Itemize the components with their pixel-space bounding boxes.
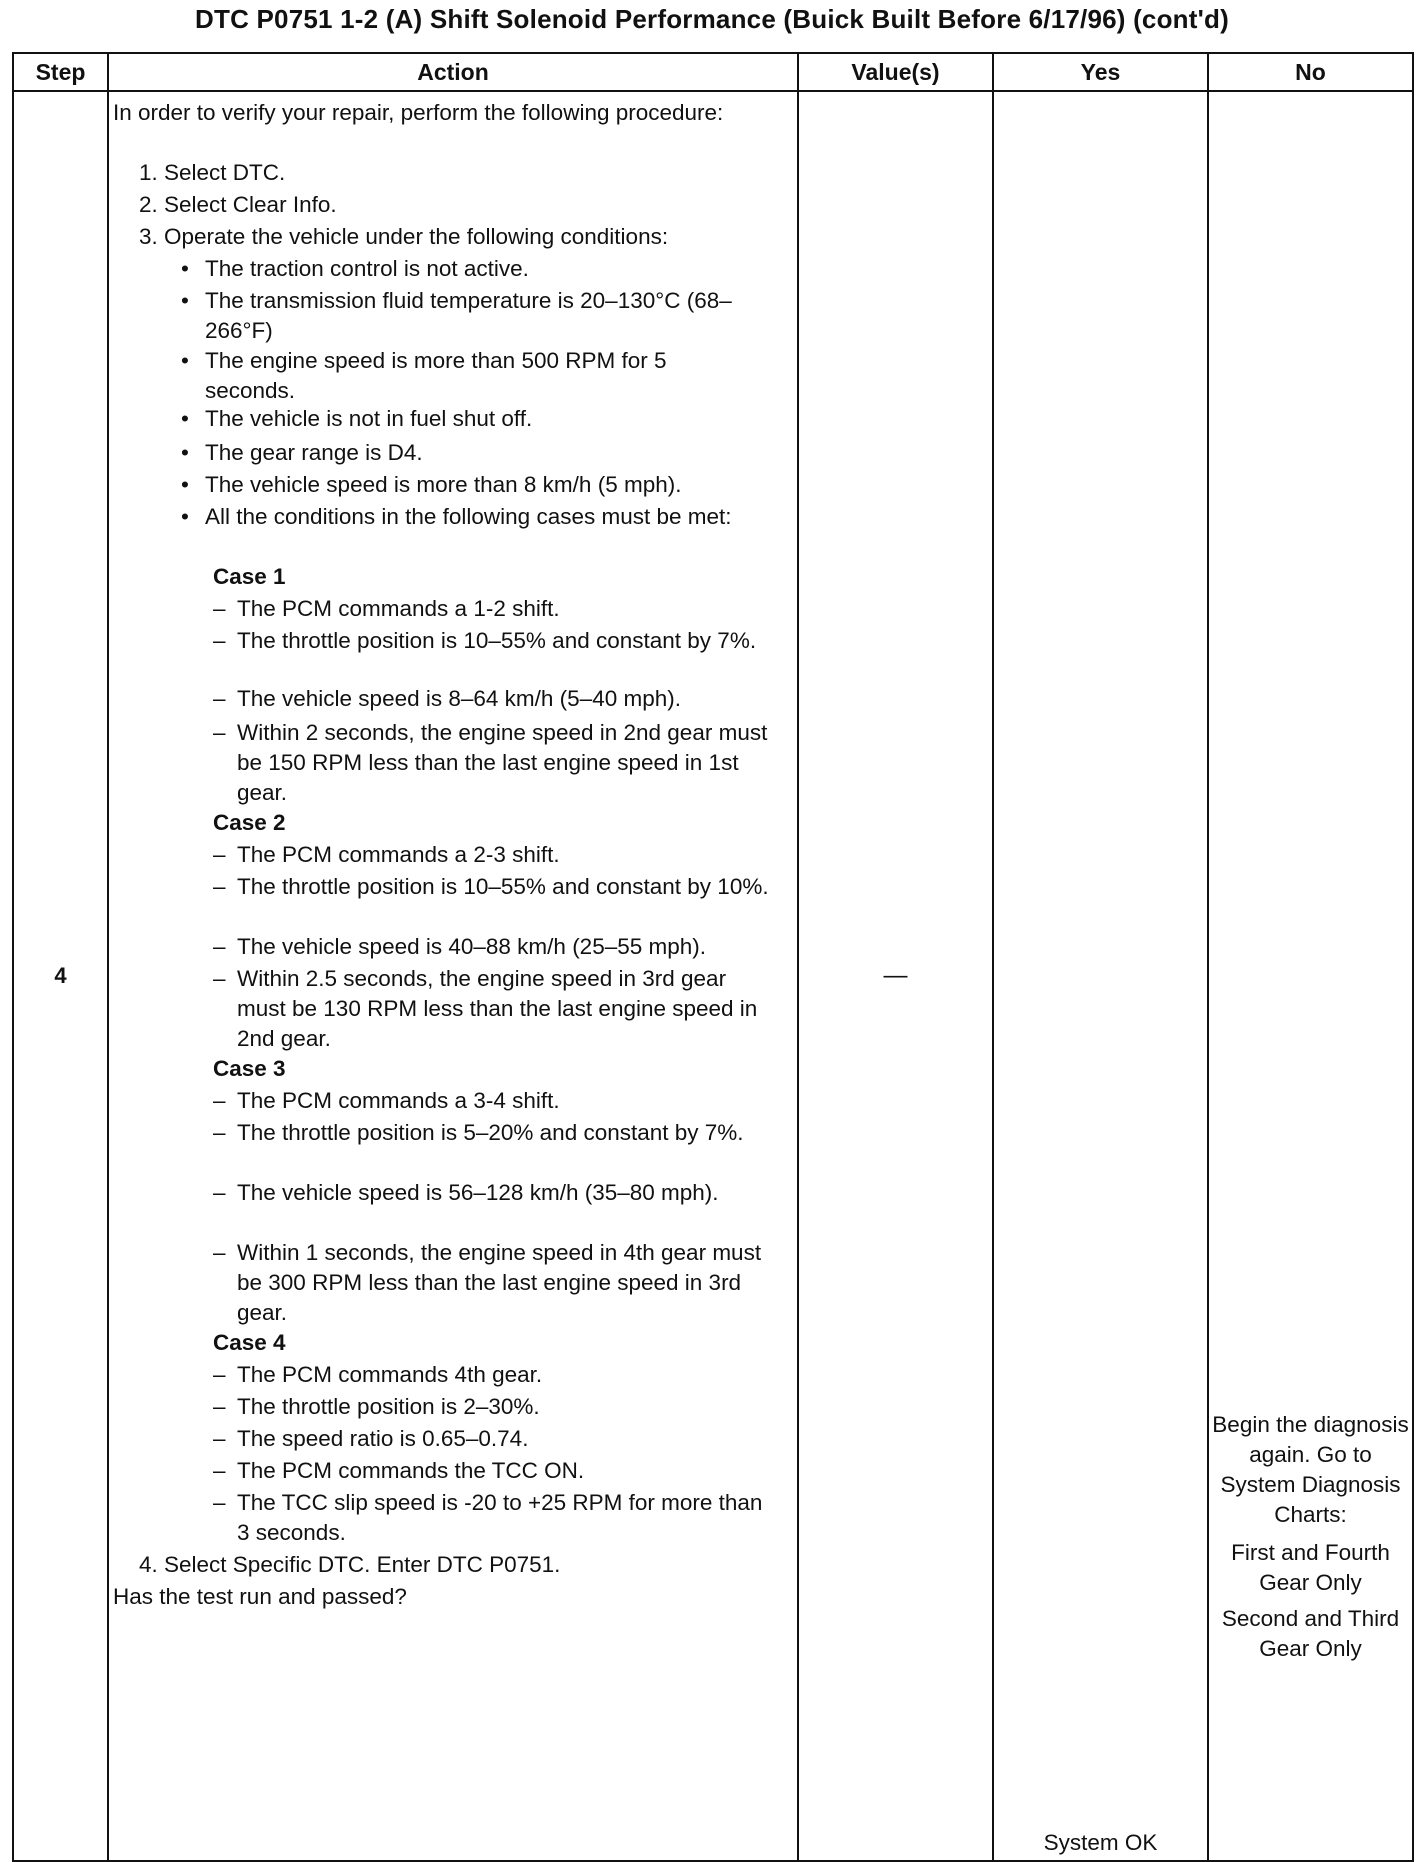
case-item: Within 2.5 seconds, the engine speed in 3rd gear must be 130 RPM less than the last engine speed in 2nd gear.: [237, 966, 758, 1051]
diagnostic-table: [12, 52, 1414, 1862]
header-step: Step: [13, 53, 108, 91]
action-intro: In order to verify your repair, perform the following procedure:: [113, 100, 724, 125]
condition-item: The vehicle speed is more than 8 km/h (5 mph).: [205, 472, 682, 497]
step-number: 4: [13, 91, 108, 1861]
case-label: Case 2: [213, 810, 286, 835]
no-option-1: First and Fourth Gear Only: [1231, 1540, 1390, 1595]
yes-result: System OK: [1043, 1830, 1158, 1855]
dash-icon: –: [213, 686, 226, 711]
case-item: The speed ratio is 0.65–0.74.: [237, 1426, 529, 1451]
case-item: The vehicle speed is 40–88 km/h (25–55 mph).: [237, 934, 707, 959]
table-header-row: [13, 53, 1413, 91]
case-item: Within 2 seconds, the engine speed in 2nd gear must be 150 RPM less than the last engine speed in 1st gear.: [237, 720, 768, 805]
bullet-icon: •: [181, 288, 189, 313]
case-item: The throttle position is 10–55% and constant by 10%.: [237, 874, 769, 899]
no-cell: [1208, 91, 1413, 1861]
bullet-icon: •: [181, 504, 189, 529]
dash-icon: –: [213, 842, 226, 867]
condition-item: The gear range is D4.: [205, 440, 423, 465]
case-item: The vehicle speed is 8–64 km/h (5–40 mph).: [237, 686, 681, 711]
condition-item: All the conditions in the following cases must be met:: [205, 504, 732, 529]
no-intro: Begin the diagnosis again. Go to System Diagnosis Charts:: [1212, 1412, 1409, 1527]
dash-icon: –: [213, 874, 226, 899]
header-values: Value(s): [798, 53, 993, 91]
dash-icon: –: [213, 1394, 226, 1419]
bullet-icon: •: [181, 440, 189, 465]
case-item: The throttle position is 2–30%.: [237, 1394, 540, 1419]
case-label: Case 4: [213, 1330, 286, 1355]
case-label: Case 1: [213, 564, 286, 589]
page-title: DTC P0751 1-2 (A) Shift Solenoid Performance (Buick Built Before 6/17/96) (cont'd): [195, 4, 1229, 34]
bullet-icon: •: [181, 348, 189, 373]
question: Has the test run and passed?: [113, 1584, 407, 1609]
procedure-step: 4. Select Specific DTC. Enter DTC P0751.: [139, 1552, 561, 1577]
header-no: No: [1208, 53, 1413, 91]
table-row: [13, 91, 1413, 1861]
yes-cell: [993, 91, 1208, 1861]
procedure-step: 2. Select Clear Info.: [139, 192, 337, 217]
case-item: The PCM commands a 3-4 shift.: [237, 1088, 560, 1113]
dash-icon: –: [213, 1458, 226, 1483]
case-item: The TCC slip speed is -20 to +25 RPM for more than 3 seconds.: [237, 1490, 763, 1545]
dash-icon: –: [213, 1240, 226, 1265]
condition-item: The vehicle is not in fuel shut off.: [205, 406, 533, 431]
dash-icon: –: [213, 1490, 226, 1515]
no-option-2: Second and Third Gear Only: [1221, 1606, 1400, 1661]
dash-icon: –: [213, 1120, 226, 1145]
bullet-icon: •: [181, 406, 189, 431]
procedure-step: 1. Select DTC.: [139, 160, 286, 185]
condition-item: The transmission fluid temperature is 20–130°C (68–266°F): [205, 288, 732, 343]
case-item: The PCM commands the TCC ON.: [237, 1458, 585, 1483]
dash-icon: –: [213, 720, 226, 745]
condition-item: The engine speed is more than 500 RPM for 5 seconds.: [205, 348, 667, 403]
dash-icon: –: [213, 1362, 226, 1387]
procedure-step: 3. Operate the vehicle under the following conditions:: [139, 224, 669, 249]
dash-icon: –: [213, 1426, 226, 1451]
header-yes: Yes: [993, 53, 1208, 91]
value-cell: —: [798, 91, 993, 1861]
case-item: The throttle position is 5–20% and constant by 7%.: [237, 1120, 744, 1145]
case-item: Within 1 seconds, the engine speed in 4th gear must be 300 RPM less than the last engine speed in 3rd gear.: [237, 1240, 762, 1325]
dash-icon: –: [213, 966, 226, 991]
case-item: The PCM commands a 1-2 shift.: [237, 596, 560, 621]
dash-icon: –: [213, 934, 226, 959]
header-action: Action: [108, 53, 798, 91]
case-item: The vehicle speed is 56–128 km/h (35–80 mph).: [237, 1180, 719, 1205]
bullet-icon: •: [181, 472, 189, 497]
case-item: The throttle position is 10–55% and constant by 7%.: [237, 628, 757, 653]
case-item: The PCM commands 4th gear.: [237, 1362, 543, 1387]
action-cell: [108, 91, 798, 1861]
case-label: Case 3: [213, 1056, 286, 1081]
case-item: The PCM commands a 2-3 shift.: [237, 842, 560, 867]
bullet-icon: •: [181, 256, 189, 281]
dash-icon: –: [213, 1088, 226, 1113]
condition-item: The traction control is not active.: [205, 256, 529, 281]
dash-icon: –: [213, 628, 226, 653]
dash-icon: –: [213, 1180, 226, 1205]
dash-icon: –: [213, 596, 226, 621]
